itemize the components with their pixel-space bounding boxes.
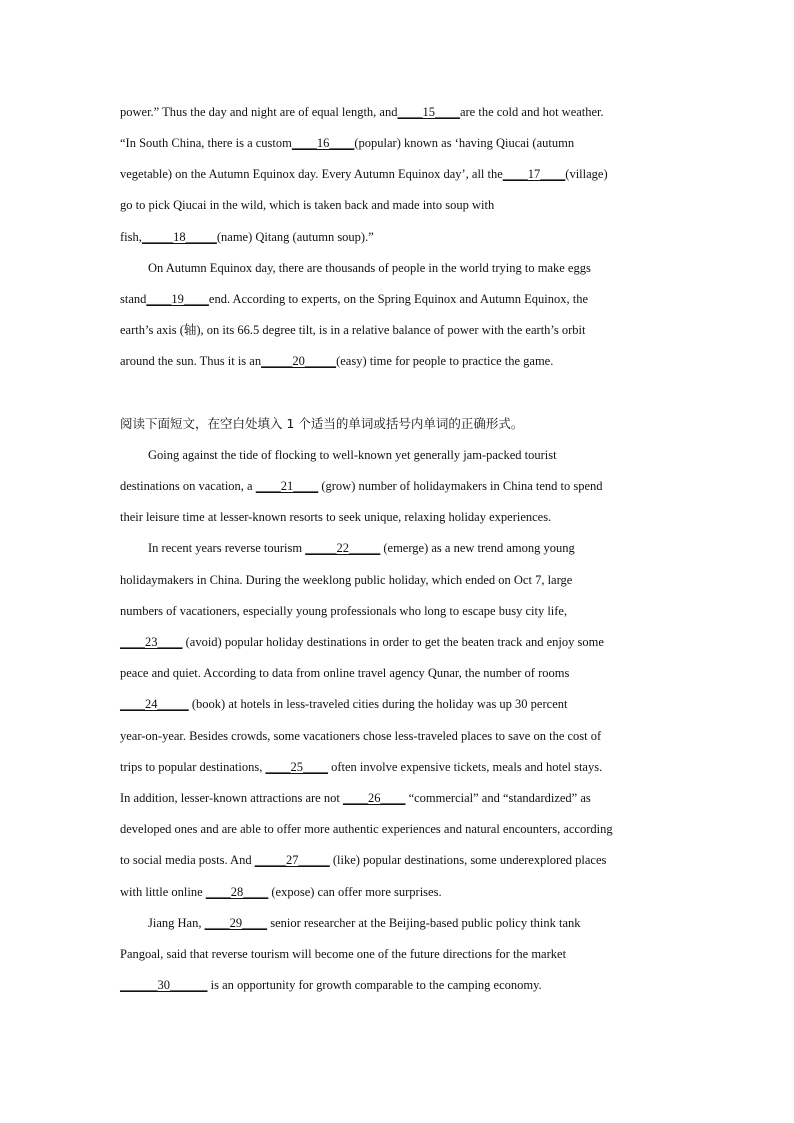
- blank-19: ____19____: [146, 292, 209, 306]
- line-text: is an opportunity for growth comparable to the camping economy.: [207, 978, 542, 992]
- line-text: Jiang Han,: [148, 916, 205, 930]
- line-text: end. According to experts, on the Spring Equinox and Autumn Equinox, the: [208, 292, 589, 306]
- line-text: Going against the tide of flocking to well-known yet generally jam-packed tourist: [148, 448, 557, 462]
- line-text: (name) Qitang (autumn soup).”: [216, 230, 374, 244]
- passage-a-line: [120, 135, 680, 151]
- blank-16: ____16____: [291, 136, 355, 150]
- blank-25: ____25____: [265, 760, 328, 774]
- passage-b-line: [120, 821, 680, 837]
- line-text: (expose) can offer more surprises.: [268, 885, 442, 899]
- blank-29: ____29____: [204, 916, 268, 930]
- passage-b-line: [120, 728, 680, 744]
- line-text: stand: [120, 292, 147, 306]
- passage-a-line: [120, 104, 680, 120]
- passage-b-line: [120, 634, 680, 650]
- line-text: (grow) number of holidaymakers in China tend to spend: [318, 479, 603, 493]
- line-text: trips to popular destinations,: [120, 760, 266, 774]
- passage-b-line: [120, 665, 680, 681]
- passage-b-line: [148, 447, 708, 463]
- line-text: with little online: [120, 885, 206, 899]
- line-text: “commercial” and “standardized” as: [405, 791, 591, 805]
- line-text: (village): [565, 167, 608, 181]
- passage-a-line: [120, 197, 680, 213]
- passage-b-line: [120, 603, 680, 619]
- passage-b-line: [148, 915, 708, 931]
- passage-a-line: [120, 166, 680, 182]
- blank-27: _____27_____: [254, 853, 330, 867]
- passage-a-line: [148, 260, 708, 276]
- line-text: often involve expensive tickets, meals and hotel stays.: [327, 760, 603, 774]
- line-text: Pangoal, said that reverse tourism will become one of the future directions for the market: [120, 947, 567, 961]
- passage-a-line: [120, 291, 680, 307]
- line-text: (emerge) as a new trend among young: [380, 541, 575, 555]
- instruction: 阅读下面短文，在空白处填入 1 个适当的单词或括号内单词的正确形式。: [120, 416, 524, 431]
- passage-b-line: [120, 790, 680, 806]
- passage-b-line: [120, 696, 680, 712]
- line-text: In addition, lesser-known attractions are not: [120, 791, 343, 805]
- line-text: holidaymakers in China. During the weeklong public holiday, which ended on Oct 7, large: [120, 573, 573, 587]
- line-text: (avoid) popular holiday destinations in order to get the beaten track and enjoy some: [182, 635, 604, 649]
- blank-24: ____24_____: [120, 697, 189, 711]
- passage-a-line: [120, 229, 680, 245]
- line-text: go to pick Qiucai in the wild, which is taken back and made into soup with: [120, 198, 495, 212]
- line-text: power.” Thus the day and night are of equal length, and: [120, 105, 398, 119]
- line-text: year-on-year. Besides crowds, some vacationers chose less-traveled places to save on the cost of: [120, 729, 602, 743]
- blank-15: ____15____: [397, 105, 460, 119]
- blank-26: ____26____: [342, 791, 406, 805]
- passage-b-line: [120, 946, 680, 962]
- line-text: (popular) known as ‘having Qiucai (autumn: [354, 136, 575, 150]
- passage-b-line: [120, 977, 680, 993]
- blank-30: ______30______: [120, 978, 208, 992]
- line-text: fish,: [120, 230, 142, 244]
- line-text: “In South China, there is a custom: [120, 136, 292, 150]
- line-text: to social media posts. And: [120, 853, 255, 867]
- line-text: their leisure time at lesser-known resorts to seek unique, relaxing holiday experiences.: [120, 510, 552, 524]
- blank-21: ____21____: [255, 479, 319, 493]
- line-text: developed ones and are able to offer more authentic experiences and natural encounters, according: [120, 822, 613, 836]
- line-text: around the sun. Thus it is an: [120, 354, 262, 368]
- line-text: (book) at hotels in less-traveled cities during the holiday was up 30 percent: [188, 697, 568, 711]
- blank-22: _____22_____: [305, 541, 381, 555]
- blank-28: ____28____: [205, 885, 269, 899]
- passage-b-line: [120, 509, 680, 525]
- line-text: destinations on vacation, a: [120, 479, 256, 493]
- blank-18: _____18_____: [141, 230, 217, 244]
- line-text: peace and quiet. According to data from online travel agency Qunar, the number of rooms: [120, 666, 570, 680]
- passage-b-line: [120, 852, 680, 868]
- line-text: (easy) time for people to practice the game.: [336, 354, 554, 368]
- line-text: are the cold and hot weather.: [459, 105, 604, 119]
- passage-a-line: [120, 322, 680, 338]
- passage-b-line: [148, 540, 708, 556]
- passage-b-line: [120, 572, 680, 588]
- line-text: vegetable) on the Autumn Equinox day. Every Autumn Equinox day’, all the: [120, 167, 503, 181]
- line-text: earth’s axis (轴), on its 66.5 degree tilt, is in a relative balance of power with the earth’s orbit: [120, 323, 586, 337]
- line-text: numbers of vacationers, especially young professionals who long to escape busy city life,: [120, 604, 568, 618]
- passage-a-line: [120, 353, 680, 369]
- blank-20: _____20_____: [261, 354, 337, 368]
- blank-23: ____23____: [120, 635, 183, 649]
- line-text: On Autumn Equinox day, there are thousands of people in the world trying to make eggs: [148, 261, 591, 275]
- line-text: (like) popular destinations, some underexplored places: [329, 853, 607, 867]
- line-text: In recent years reverse tourism: [148, 541, 306, 555]
- line-text: senior researcher at the Beijing-based public policy think tank: [267, 916, 581, 930]
- blank-17: ____17____: [502, 167, 566, 181]
- passage-b-line: [120, 759, 680, 775]
- passage-b-line: [120, 478, 680, 494]
- passage-b-line: [120, 884, 680, 900]
